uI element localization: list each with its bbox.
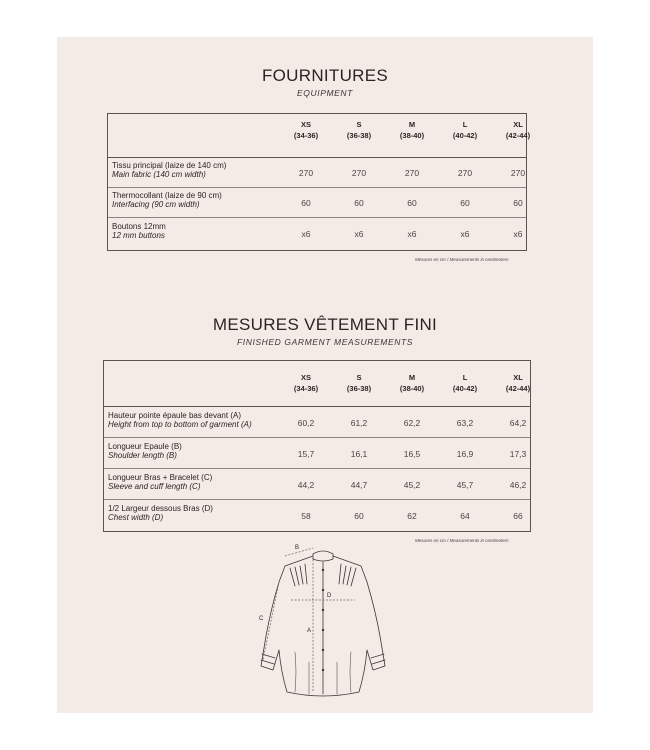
supplies-subtitle: EQUIPMENT bbox=[297, 88, 353, 98]
table-cell: 60 bbox=[354, 198, 364, 208]
supplies-table bbox=[107, 113, 531, 251]
size-header-xs: XS (34-36) bbox=[293, 120, 319, 140]
size-chart-sheet bbox=[57, 37, 593, 713]
table-cell: 44,7 bbox=[350, 480, 368, 490]
size-header-l: L (40-42) bbox=[452, 373, 478, 393]
label-b: B bbox=[295, 545, 300, 551]
collar-outline bbox=[313, 551, 333, 561]
table-cell: 66 bbox=[513, 511, 523, 521]
table-cell: 64,2 bbox=[509, 418, 527, 428]
supply-label-buttons: Boutons 12mm 12 mm buttons bbox=[112, 222, 166, 240]
label-a: A bbox=[307, 628, 312, 634]
row-divider bbox=[104, 437, 530, 438]
table-cell: 62 bbox=[407, 511, 417, 521]
size-header-l: L (40-42) bbox=[452, 120, 478, 140]
table-cell: 60 bbox=[460, 198, 470, 208]
table-cell: 60 bbox=[513, 198, 523, 208]
blouse-measurement-sketch bbox=[235, 542, 415, 707]
row-divider bbox=[108, 187, 526, 188]
measurements-subtitle: FINISHED GARMENT MEASUREMENTS bbox=[236, 337, 414, 347]
table-cell: 58 bbox=[301, 511, 311, 521]
supply-label-interfacing: Thermocollant (laize de 90 cm) Interfacing (90 cm width) bbox=[112, 191, 222, 209]
measurements-title: MESURES VÊTEMENT FINI bbox=[212, 315, 438, 334]
table-cell: 270 bbox=[404, 168, 420, 178]
table-cell: 64 bbox=[460, 511, 470, 521]
size-header-xl: XL (42-44) bbox=[505, 120, 531, 140]
size-header-m: M (38-40) bbox=[399, 120, 425, 140]
table-cell: 17,3 bbox=[509, 449, 527, 459]
header-divider bbox=[104, 406, 530, 407]
measure-label-sleeve: Longueur Bras + Bracelet (C) Sleeve and cuff length (C) bbox=[108, 473, 213, 491]
table-cell: 270 bbox=[510, 168, 526, 178]
size-header-xl: XL (42-44) bbox=[505, 373, 531, 393]
size-header-xs: XS (34-36) bbox=[293, 373, 319, 393]
size-header-s: S (36-38) bbox=[346, 120, 372, 140]
right-yoke-gathers bbox=[339, 564, 356, 586]
row-divider bbox=[108, 217, 526, 218]
table-cell: 60 bbox=[301, 198, 311, 208]
table-cell: 60 bbox=[407, 198, 417, 208]
table-cell: 16,5 bbox=[403, 449, 421, 459]
measure-label-height: Hauteur pointe épaule bas devant (A) Height from top to bottom of garment (A) bbox=[108, 411, 252, 429]
measurements-table bbox=[103, 360, 531, 532]
row-divider bbox=[104, 468, 530, 469]
header-divider bbox=[108, 157, 526, 158]
label-d: D bbox=[327, 593, 332, 599]
table-cell: 270 bbox=[457, 168, 473, 178]
supplies-title: FOURNITURES bbox=[261, 66, 389, 85]
table-cell: 63,2 bbox=[456, 418, 474, 428]
table-cell: x6 bbox=[460, 229, 470, 239]
size-header-s: S (36-38) bbox=[346, 373, 372, 393]
table-cell: 15,7 bbox=[297, 449, 315, 459]
units-note: Mesures en cm / Measurements in centimeters bbox=[415, 257, 509, 262]
table-cell: 61,2 bbox=[350, 418, 368, 428]
supply-label-main-fabric: Tissu principal (laize de 140 cm) Main fabric (140 cm width) bbox=[112, 161, 227, 179]
table-cell: 62,2 bbox=[403, 418, 421, 428]
table-cell: 60 bbox=[354, 511, 364, 521]
table-cell: 60,2 bbox=[297, 418, 315, 428]
table-cell: x6 bbox=[407, 229, 417, 239]
table-cell: x6 bbox=[513, 229, 523, 239]
size-header-m: M (38-40) bbox=[399, 373, 425, 393]
measure-label-chest: 1/2 Largeur dessous Bras (D) Chest width (D) bbox=[108, 504, 213, 522]
left-yoke-gathers bbox=[290, 564, 307, 586]
measure-label-shoulder: Longueur Epaule (B) Shoulder length (B) bbox=[108, 442, 182, 460]
table-cell: x6 bbox=[354, 229, 364, 239]
row-divider bbox=[104, 499, 530, 500]
table-cell: 270 bbox=[298, 168, 314, 178]
table-cell: 44,2 bbox=[297, 480, 315, 490]
measurement-letters bbox=[259, 545, 332, 634]
table-cell: 16,9 bbox=[456, 449, 474, 459]
table-cell: 270 bbox=[351, 168, 367, 178]
table-cell: 45,2 bbox=[403, 480, 421, 490]
measure-line-c bbox=[263, 582, 279, 660]
table-cell: 16,1 bbox=[350, 449, 368, 459]
table-cell: x6 bbox=[301, 229, 311, 239]
units-note: Mesures en cm / Measurements in centimeters bbox=[415, 538, 509, 543]
table-cell: 45,7 bbox=[456, 480, 474, 490]
label-c: C bbox=[259, 616, 264, 622]
table-cell: 46,2 bbox=[509, 480, 527, 490]
